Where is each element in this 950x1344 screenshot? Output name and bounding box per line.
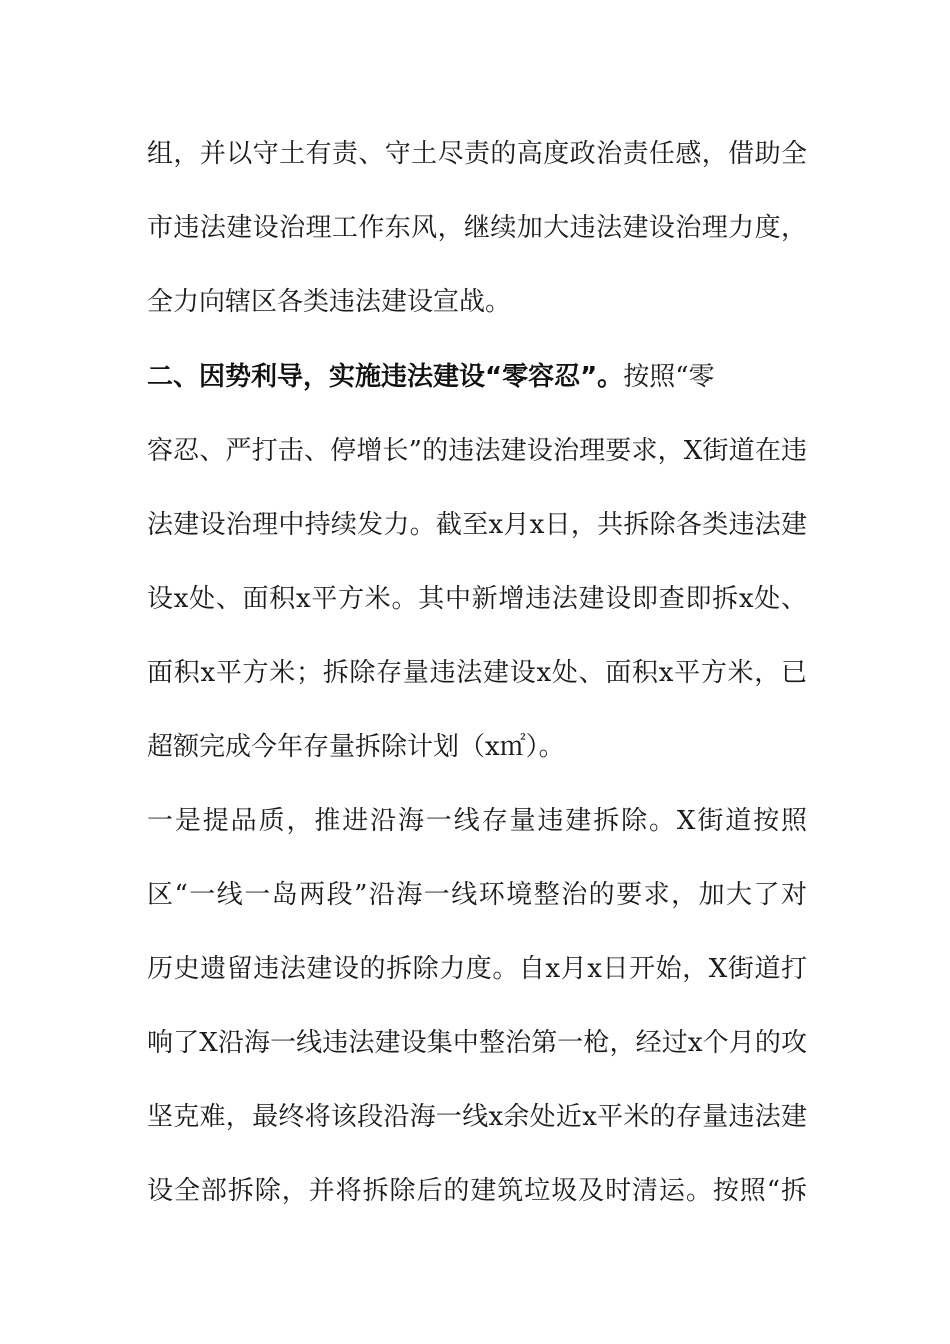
text-line: 容忍、严打击、停增长”的违法建设治理要求，X街道在违	[147, 436, 807, 466]
text-line: 全力向辖区各类违法建设宣战。	[147, 287, 512, 317]
text-line: 坚克难，最终将该段沿海一线x余处近x平米的存量违法建	[147, 1102, 807, 1132]
section-heading: 二、因势利导，实施违法建设“零容忍”。	[147, 362, 624, 392]
text-line: 市违法建设治理工作东风，继续加大违法建设治理力度，	[147, 213, 807, 243]
text-line: 组，并以守土有责、守土尽责的高度政治责任感，借助全	[147, 139, 807, 169]
text-line: 面积x平方米；拆除存量违法建设x处、面积x平方米，已	[147, 658, 807, 688]
text-line: 历史遗留违法建设的拆除力度。自x月x日开始，X街道打	[147, 954, 807, 984]
text-line: 设全部拆除，并将拆除后的建筑垃圾及时清运。按照“拆	[147, 1176, 807, 1206]
section-heading-line	[147, 357, 807, 397]
text-line: 设x处、面积x平方米。其中新增违法建设即查即拆x处、	[147, 584, 807, 614]
text-line: 一是提品质，推进沿海一线存量违建拆除。X街道按照	[147, 806, 807, 836]
text-line: 法建设治理中持续发力。截至x月x日，共拆除各类违法建	[147, 510, 807, 540]
heading-tail-text: 按照“零	[623, 362, 715, 392]
text-line: 区“一线一岛两段”沿海一线环境整治的要求，加大了对	[147, 880, 807, 910]
text-line: 响了X沿海一线违法建设集中整治第一枪，经过x个月的攻	[147, 1028, 807, 1058]
text-line: 超额完成今年存量拆除计划（x㎡）。	[147, 732, 565, 762]
